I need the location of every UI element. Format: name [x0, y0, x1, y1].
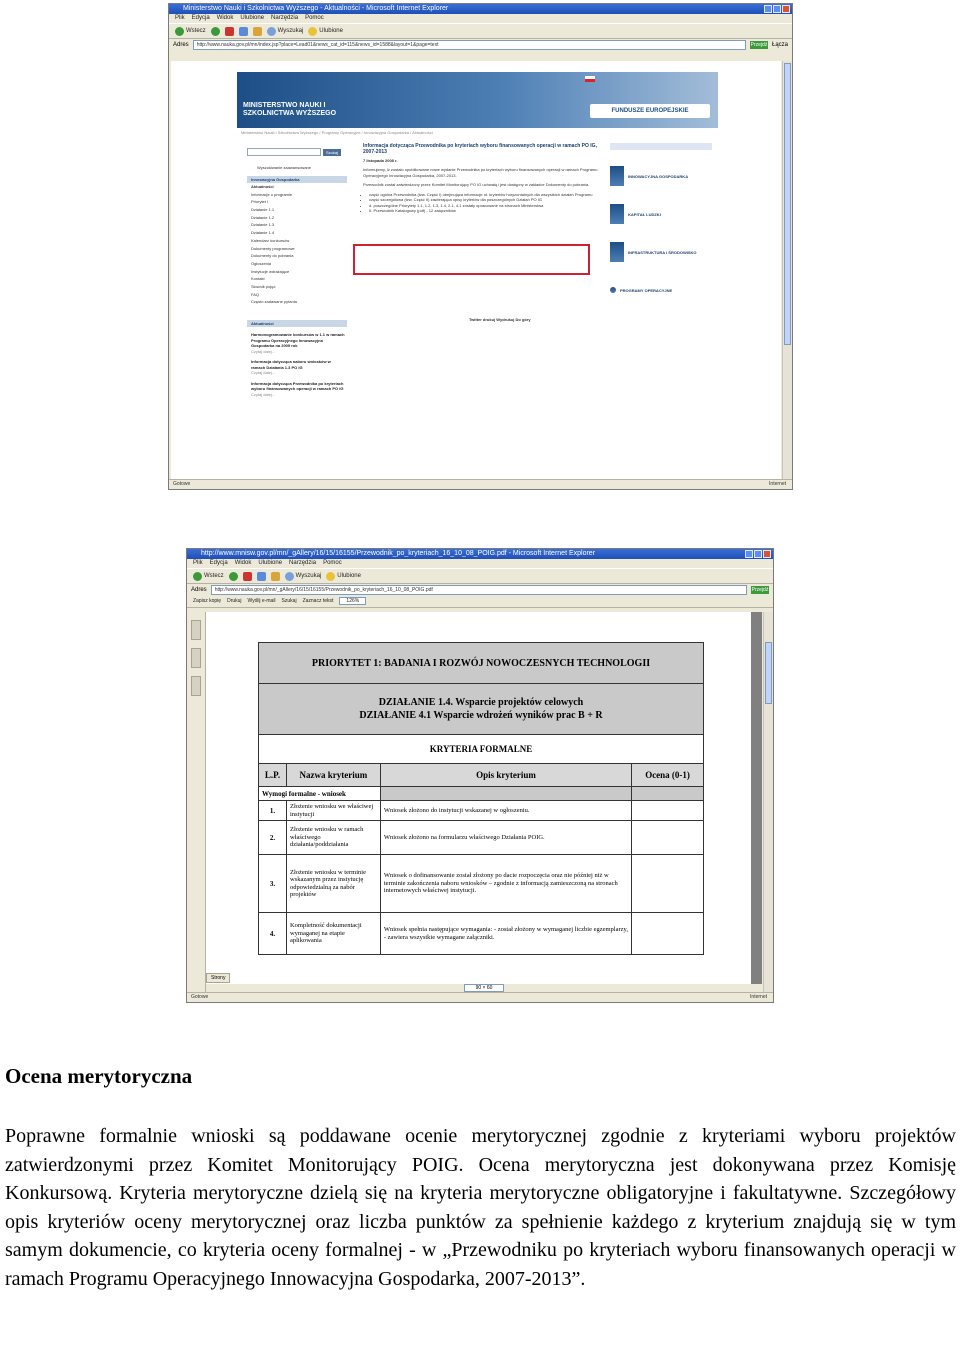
- highlight-rectangle: [353, 244, 590, 275]
- col-header-desc: Opis kryterium: [380, 764, 631, 787]
- col-header-lp: L.P.: [259, 764, 287, 787]
- search-icon: [267, 27, 276, 36]
- back-button[interactable]: Wstecz: [175, 27, 206, 36]
- article-title: Informacja dotycząca Przewodnika po kryteriach wyboru finansowanych operacji w ramach PO IG, 2007-2013: [363, 143, 597, 155]
- maximize-icon[interactable]: [773, 5, 781, 13]
- sidebar-nav-item[interactable]: Kontakt: [251, 276, 265, 282]
- criterion-score: [632, 913, 704, 955]
- sidebar-nav-item[interactable]: Priorytet I: [251, 199, 269, 205]
- row-number: 2.: [259, 821, 287, 855]
- section-heading: Ocena merytoryczna: [5, 1064, 193, 1088]
- criterion-name: Kompletność dokumentacji wymaganej na etapie aplikowania: [286, 913, 380, 955]
- sidebar-nav-item[interactable]: Działanie 1.3: [251, 222, 275, 228]
- minimize-icon[interactable]: [745, 550, 753, 558]
- go-button[interactable]: Przejdź: [750, 41, 768, 48]
- favorites-button[interactable]: Ulubione: [308, 27, 343, 36]
- news-item[interactable]: Informacja dotycząca Przewodnika po kryteriach wyboru finansowanych operacji w ramach PO IG Czytaj dalej...: [251, 380, 344, 397]
- comments-tab[interactable]: [191, 676, 201, 696]
- home-icon[interactable]: [271, 572, 280, 581]
- find-button[interactable]: Szukaj: [281, 598, 297, 604]
- menu-tools[interactable]: Narzędzia: [271, 15, 299, 21]
- criterion-desc: Wniosek o dofinansowanie został złożony po dacie rozpoczęcia oraz nie później niż w terminie zakończenia naboru wniosków – zgodnie z informacją zamieszczoną na stronach internetowych właściwej instytucji.: [380, 855, 631, 913]
- status-bar: [169, 479, 792, 489]
- search-icon: [285, 572, 294, 581]
- row-number: 3.: [259, 855, 287, 913]
- nav-list: [247, 183, 347, 306]
- sidebar-nav-item[interactable]: Instytucje wdrażające: [251, 268, 290, 274]
- table-row: [259, 821, 704, 855]
- back-arrow-icon: [193, 572, 202, 581]
- advanced-search-link[interactable]: Wyszukiwanie zaawansowane: [257, 165, 311, 170]
- forward-arrow-icon[interactable]: [229, 572, 238, 581]
- program-logo[interactable]: INNOWACYJNA GOSPODARKA: [610, 164, 712, 188]
- news-box: [247, 320, 347, 397]
- stop-icon[interactable]: [225, 27, 234, 36]
- criteria-table: [258, 642, 704, 955]
- select-text-button[interactable]: Zaznacz tekst: [302, 598, 334, 604]
- menu-file[interactable]: Plik: [193, 560, 203, 566]
- site-banner: [237, 72, 718, 128]
- bookmarks-tab[interactable]: [191, 620, 201, 640]
- star-icon: [308, 27, 317, 36]
- pages-tab[interactable]: [191, 648, 201, 668]
- menu-file[interactable]: Plik: [175, 15, 185, 21]
- table-row: [259, 855, 704, 913]
- article-list: [363, 192, 603, 214]
- portal-page: [237, 61, 718, 479]
- list-item[interactable]: • II. Przewodnik Katalogowy (pdf) - 12 załączników: [369, 208, 603, 214]
- menu-view[interactable]: Widok: [234, 560, 252, 566]
- links-label[interactable]: Łącza: [771, 41, 788, 48]
- group-filler: [380, 787, 631, 801]
- program-logo-icon: [610, 166, 624, 186]
- sidebar-nav-item[interactable]: FAQ: [251, 291, 260, 297]
- criterion-score: [632, 801, 704, 821]
- stop-icon[interactable]: [243, 572, 252, 581]
- menu-tools[interactable]: Narzędzia: [289, 560, 317, 566]
- forward-arrow-icon[interactable]: [211, 27, 220, 36]
- page-navigation: [206, 984, 762, 992]
- priority-title: PRIORYTET 1: BADANIA I ROZWÓJ NOWOCZESNYCH TECHNOLOGII: [259, 643, 704, 684]
- sidebar-nav-item[interactable]: Dokumenty programowe: [251, 245, 295, 251]
- menu-edit[interactable]: Edycja: [191, 15, 210, 21]
- criterion-name: Złożenie wniosku w ramach właściwego działania/poddziałania: [286, 821, 380, 855]
- menu-favorites[interactable]: Ulubione: [240, 15, 265, 21]
- star-icon: [326, 572, 335, 581]
- print-button[interactable]: Drukuj: [227, 598, 242, 604]
- sidebar-nav-item[interactable]: Słownik pojęć: [251, 283, 276, 289]
- group-filler: [632, 787, 704, 801]
- breadcrumb[interactable]: Ministerstwo Nauki i Szkolnictwa Wyższego / Programy Operacyjne / Innowacyjna Gospodarka / Aktualności: [241, 130, 433, 135]
- go-button[interactable]: Przejdź: [751, 586, 769, 593]
- sidebar-nav-item[interactable]: Aktualności: [251, 184, 274, 189]
- internet-zone: Internet: [750, 994, 767, 1000]
- sidebar-nav-item[interactable]: Dokumenty do pobrania: [251, 253, 294, 259]
- address-bar: [187, 584, 773, 595]
- col-header-score: Ocena (0-1): [632, 764, 704, 787]
- table-row: [259, 801, 704, 821]
- pages-thumbnail-tab[interactable]: Strony: [206, 973, 230, 983]
- search-button[interactable]: Wyszukaj: [285, 572, 322, 581]
- internet-zone: Internet: [769, 481, 786, 487]
- back-arrow-icon: [175, 27, 184, 36]
- zoom-select[interactable]: 126%: [339, 597, 366, 605]
- news-item[interactable]: Harmonogramowanie konkursów w 1.1 w ramach Programu Operacyjnego Innowacyjna Gospodarka na 2009 rok Czytaj dalej...: [251, 332, 345, 354]
- article: [363, 143, 603, 214]
- sidebar-nav-item[interactable]: Działanie 1.1: [251, 207, 275, 213]
- sidebar-nav-item[interactable]: Informacje o programie: [251, 191, 293, 197]
- address-label: Adres: [191, 586, 207, 593]
- menu-view[interactable]: Widok: [216, 15, 234, 21]
- pdf-side-panel: [187, 612, 206, 992]
- window-title: Ministerstwo Nauki i Szkolnictwa Wyższego - Aktualności - Microsoft Internet Explorer: [183, 5, 449, 12]
- window-title: http://www.mnisw.gov.pl/mn/_gAllery/16/15/16155/Przewodnik_po_kryteriach_16_10_08_POIG.pdf - Microsoft Internet Explorer: [201, 550, 596, 557]
- table-row: [259, 913, 704, 955]
- pdf-toolbar: [187, 595, 773, 608]
- window-title-bar: [169, 4, 792, 14]
- search-submit-button[interactable]: Szukaj: [323, 149, 341, 156]
- list-item[interactable]: • d. poszczególne Priorytety 1.1, 1.2, 1.3, 1.4, 2.1, 4.1 zostały opracowane na stronach Ministerstwa: [369, 203, 603, 209]
- address-label: Adres: [173, 41, 189, 48]
- section-title: KRYTERIA FORMALNE: [259, 735, 704, 764]
- article-paragraph: Informujemy, iż zostało opublikowane nowe wydanie Przewodnika po kryteriach wyboru finansowanych operacji w ramach Programu Operacyjnego Innowacyjna Gospodarka, 2007-2013.: [363, 167, 598, 178]
- page-actions[interactable]: Twitter drukuj Wydrukuj Do góry: [469, 317, 531, 322]
- sidebar-nav-item[interactable]: Często zadawane pytania: [251, 299, 297, 305]
- action-title: DZIAŁANIE 1.4. Wsparcie projektów celowych DZIAŁANIE 4.1 Wsparcie wdrożeń wyników prac B + R: [259, 684, 704, 735]
- article-date: 7 listopada 2008 r.: [363, 158, 398, 163]
- scroll-thumb[interactable]: [765, 642, 772, 704]
- criterion-desc: Wniosek złożono do instytucji wskazanej w ogłoszeniu.: [380, 801, 631, 821]
- criterion-desc: Wniosek spełnia następujące wymagania: - został złożony w wymaganej liczbie egzemplarzy, - zawiera wszystkie wymagane załączniki.: [380, 913, 631, 955]
- sidebar-nav-item[interactable]: Działanie 1.2: [251, 214, 275, 220]
- menu-favorites[interactable]: Ulubione: [258, 560, 283, 566]
- address-input[interactable]: http://www.nauka.gov.pl/mn/_gAllery/16/15/16155/Przewodnik_po_kryteriach_16_10_08_POIG.pdf: [211, 585, 747, 595]
- news-header: Aktualności: [247, 320, 347, 327]
- address-bar: [169, 39, 792, 50]
- flag-icon: [585, 76, 595, 82]
- browser-window-portal: [168, 3, 793, 490]
- maximize-icon[interactable]: [754, 550, 762, 558]
- page-size-field[interactable]: 90 × 60: [464, 984, 504, 992]
- pdf-viewport: [206, 612, 762, 984]
- window-title-bar: [187, 549, 773, 559]
- criterion-name: Złożenie wniosku we właściwej instytucji: [286, 801, 380, 821]
- menu-edit[interactable]: Edycja: [209, 560, 228, 566]
- search-button[interactable]: Wyszukaj: [267, 27, 304, 36]
- save-copy-button[interactable]: Zapisz kopię: [193, 598, 222, 604]
- col-header-name: Nazwa kryterium: [286, 764, 380, 787]
- close-icon[interactable]: [782, 5, 790, 13]
- refresh-icon[interactable]: [239, 27, 248, 36]
- status-text: Gotowe: [191, 994, 209, 1000]
- right-tab: [610, 143, 712, 150]
- criterion-score: [632, 855, 704, 913]
- browser-window-pdf: [186, 548, 774, 1003]
- email-button[interactable]: Wyślij e-mail: [247, 598, 276, 604]
- row-number: 4.: [259, 913, 287, 955]
- address-input[interactable]: http://www.nauka.gov.pl/mn/index.jsp?place=Lead01&news_cat_id=115&news_id=1588&layout=1&page=text: [193, 40, 746, 50]
- status-text: Gotowe: [173, 481, 191, 487]
- article-paragraph: Przewodnik został zatwierdzony przez Komitet Monitorujący PO IG uchwałą i jest dostępny w zakładce Dokumenty do pobrania.: [363, 182, 590, 187]
- menu-bar: [169, 14, 792, 23]
- back-button[interactable]: Wstecz: [193, 572, 224, 581]
- news-item[interactable]: Informacja dotycząca naboru wniosków w ramach Działania 1.3 PO IG Czytaj dalej...: [251, 359, 331, 375]
- left-column: [247, 143, 347, 397]
- list-item: • część ogólna Przewodnika (tzw. Część I) obejmująca informacje nt. kryteriów horyzontalnych dla wszystkich działań Programu: [369, 192, 603, 198]
- nav-header: Innowacyjna Gospodarka: [247, 176, 347, 183]
- eu-funds-logo[interactable]: FUNDUSZE EUROPEJSKIE: [590, 104, 710, 118]
- menu-help[interactable]: Pomoc: [305, 15, 324, 21]
- group-label: Wymogi formalne - wniosek: [259, 787, 381, 801]
- status-bar: [187, 992, 773, 1002]
- vertical-scrollbar[interactable]: [782, 61, 792, 479]
- scroll-thumb[interactable]: [784, 63, 791, 345]
- criterion-name: Złożenie wniosku w terminie wskazanym przez instytucję odpowiedzialną za nabór projektów: [286, 855, 380, 913]
- pdf-page: [206, 612, 751, 984]
- browser-toolbar: [187, 568, 773, 584]
- program-logo[interactable]: KAPITAŁ LUDZKI: [610, 202, 712, 226]
- criterion-score: [632, 821, 704, 855]
- menu-bar: [187, 559, 773, 568]
- home-icon[interactable]: [253, 27, 262, 36]
- program-logo-icon: [610, 287, 616, 293]
- program-logo[interactable]: PROGRAMY OPERACYJNE: [610, 278, 712, 302]
- refresh-icon[interactable]: [257, 572, 266, 581]
- program-logo-icon: [610, 242, 624, 262]
- menu-help[interactable]: Pomoc: [323, 560, 342, 566]
- browser-toolbar: [169, 23, 792, 39]
- program-logo[interactable]: INFRASTRUKTURA I ŚRODOWISKO: [610, 240, 712, 264]
- sidebar-nav-item[interactable]: Ogłoszenia: [251, 260, 272, 266]
- right-column: [610, 143, 712, 302]
- program-logo-icon: [610, 204, 624, 224]
- sidebar-nav-item[interactable]: Kalendarz konkursów: [251, 237, 290, 243]
- vertical-scrollbar[interactable]: [763, 612, 773, 992]
- favorites-button[interactable]: Ulubione: [326, 572, 361, 581]
- close-icon[interactable]: [763, 550, 771, 558]
- ministry-logo[interactable]: MINISTERSTWO NAUKI I SZKOLNICTWA WYŻSZEGO: [243, 102, 337, 117]
- row-number: 1.: [259, 801, 287, 821]
- web-content: [171, 61, 781, 479]
- criterion-desc: Wniosek złożono na formularzu właściwego Działania POIG.: [380, 821, 631, 855]
- list-item[interactable]: • część szczegółowa (tzw. Część II) zawierająca opisy kryteriów dla poszczególnych Działań PO IG: [369, 197, 603, 203]
- minimize-icon[interactable]: [764, 5, 772, 13]
- search-input[interactable]: [247, 148, 321, 156]
- sidebar-nav-item[interactable]: Działanie 1.4: [251, 230, 275, 236]
- body-paragraph: Poprawne formalnie wnioski są poddawane ocenie merytorycznej zgodnie z kryteriami wyboru projektów zatwierdzonymi przez Komitet Monitorujący POIG. Ocena merytoryczna jest dokonywana przez Komisję Konkursową. Kryteria merytoryczne dzielą się na kryteria merytoryczne obligatoryjne i fakultatywne. Szczegółowy opis kryteriów oceny merytorycznej oraz liczba punktów za spełnienie każdego z kryterium znajdują się w tym samym dokumencie, co kryteria oceny formalnej - w „Przewodniku po kryteriach wyboru finansowanych operacji w ramach Programu Operacyjnego Innowacyjna Gospodarka, 2007-2013”.: [5, 1125, 956, 1290]
